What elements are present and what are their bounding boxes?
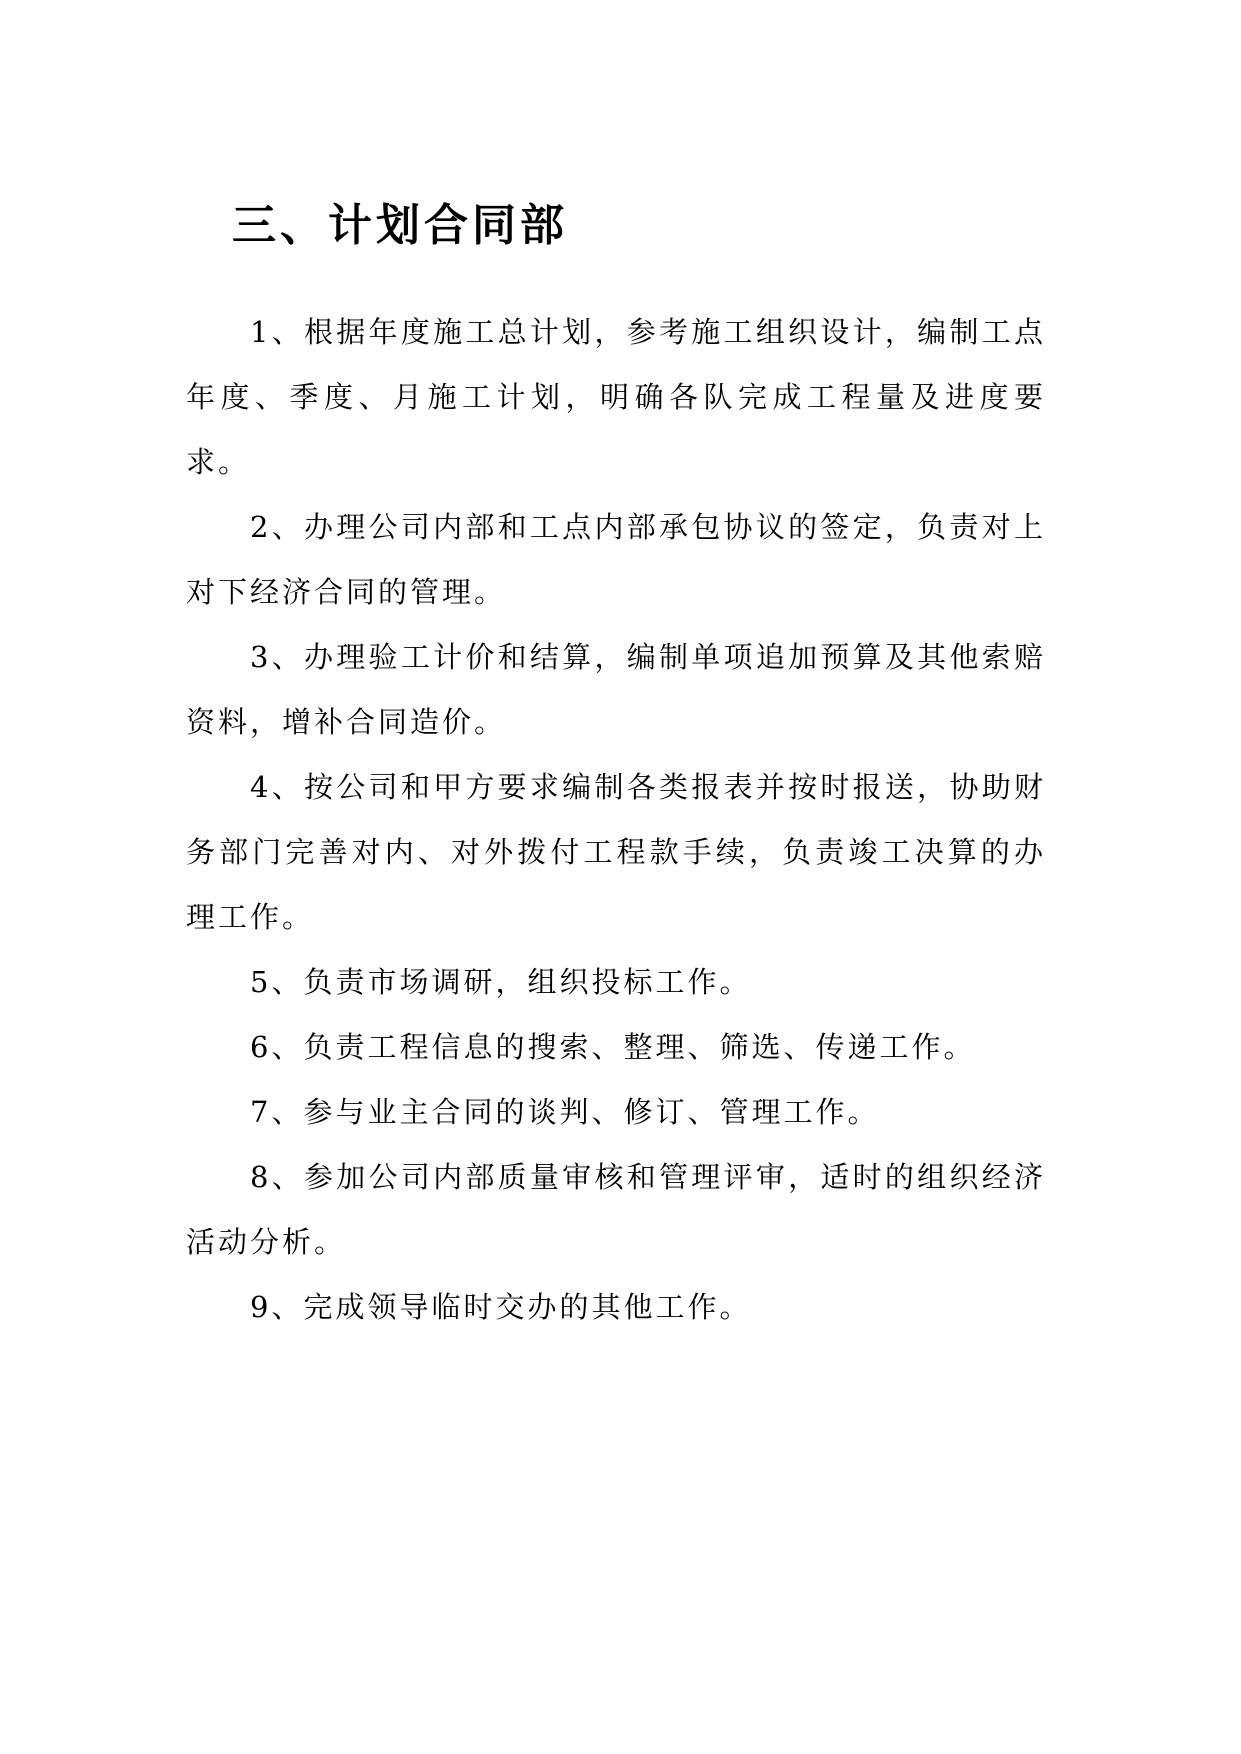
list-item: 6、负责工程信息的搜索、整理、筛选、传递工作。: [250, 1030, 976, 1064]
list-item: 9、完成领导临时交办的其他工作。: [250, 1290, 752, 1324]
list-item: 8、参加公司内部质量审核和管理评审，适时的组织经济活动分析。: [186, 1160, 1046, 1259]
responsibility-list: [186, 300, 1046, 1340]
list-item: 4、按公司和甲方要求编制各类报表并按时报送，协助财务部门完善对内、对外拨付工程款手续，负责竣工决算的办理工作。: [186, 770, 1046, 934]
list-item: 3、办理验工计价和结算，编制单项追加预算及其他索赔资料，增补合同造价。: [186, 640, 1046, 739]
list-item: 7、参与业主合同的谈判、修订、管理工作。: [250, 1095, 880, 1129]
list-item: 1、根据年度施工总计划，参考施工组织设计，编制工点年度、季度、月施工计划，明确各队完成工程量及进度要求。: [186, 315, 1046, 479]
section-heading: 三、计划合同部: [232, 200, 568, 251]
list-item: 2、办理公司内部和工点内部承包协议的签定，负责对上对下经济合同的管理。: [186, 510, 1046, 609]
list-item: 5、负责市场调研，组织投标工作。: [250, 965, 752, 999]
